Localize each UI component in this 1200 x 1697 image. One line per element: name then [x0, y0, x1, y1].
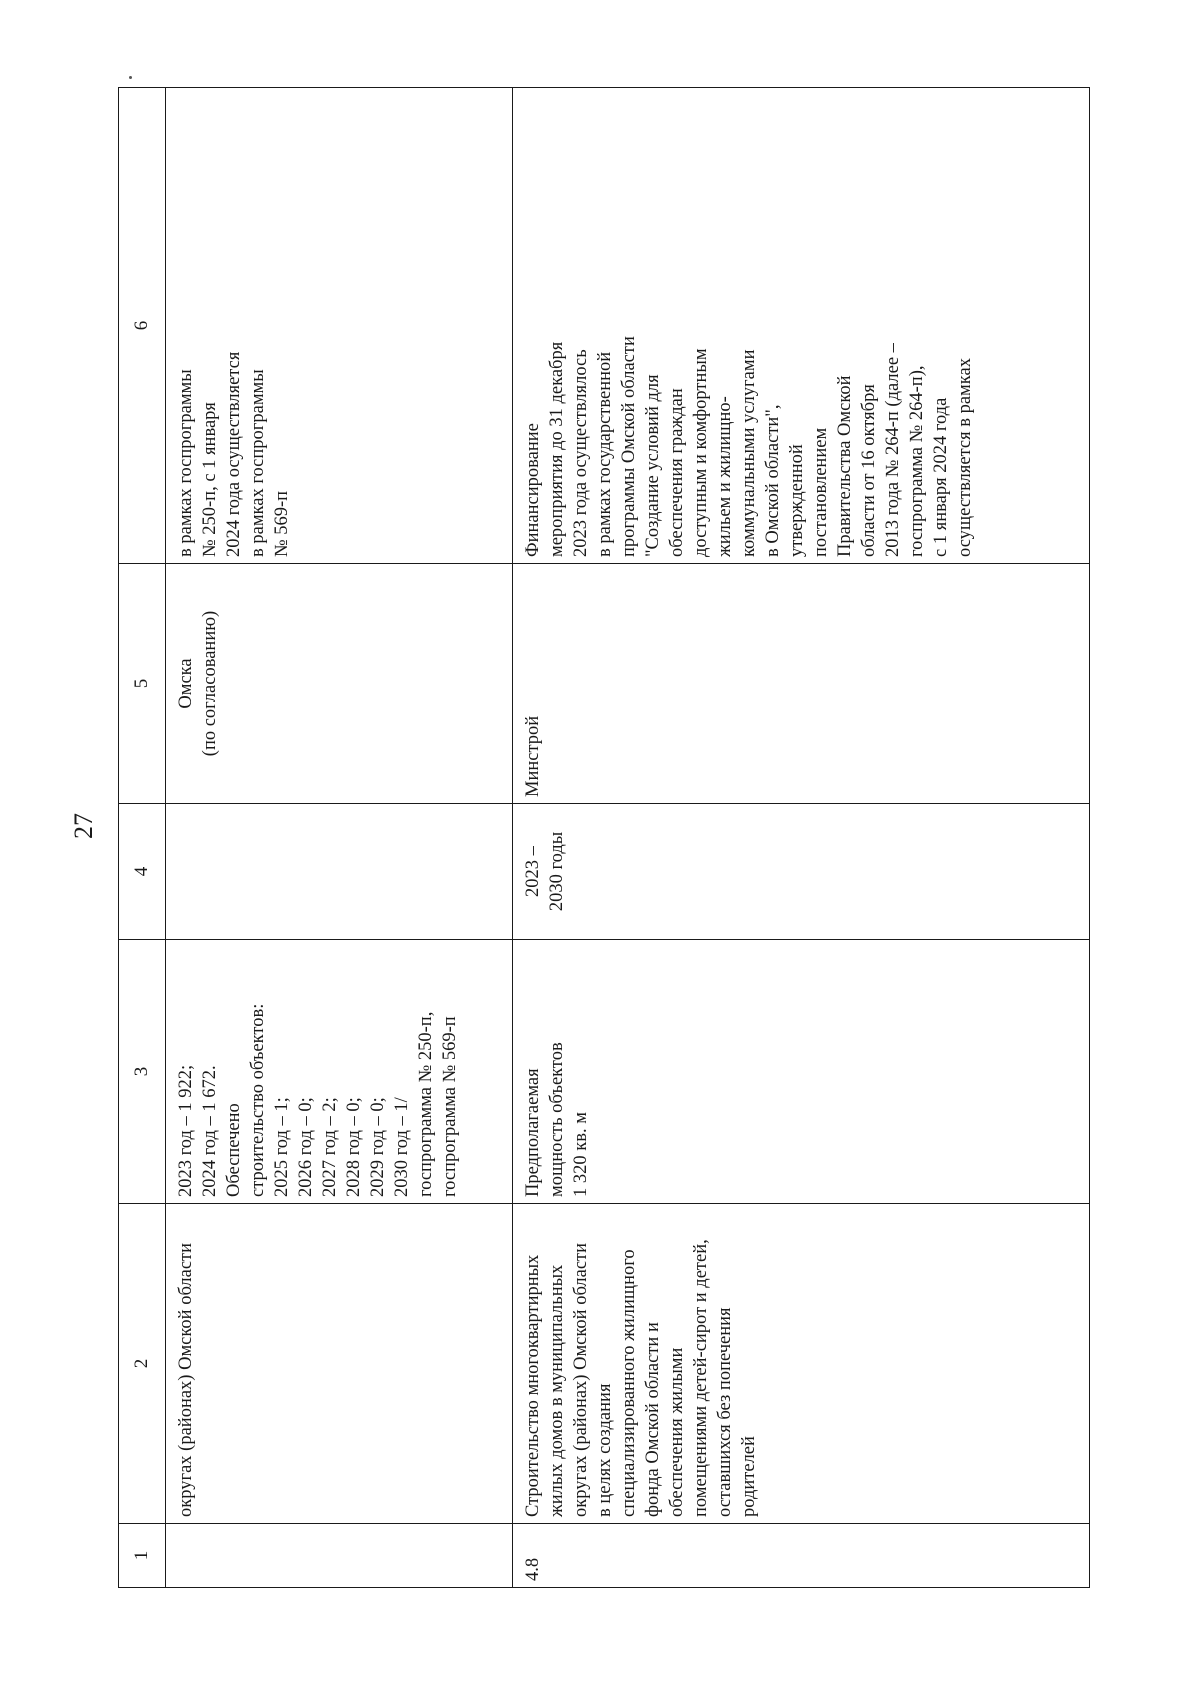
cell-number [166, 1524, 513, 1588]
column-header: 2 [119, 1204, 166, 1524]
cell-responsible: Омска (по согласованию) [166, 564, 513, 804]
header-row [119, 88, 166, 1588]
column-header: 1 [119, 1524, 166, 1588]
column-header: 4 [119, 804, 166, 940]
program-table [118, 87, 1090, 1588]
cell-indicator: 2023 год – 1 922; 2024 год – 1 672. Обеспечено строительство объектов: 2025 год – 1; 2026 год – 0; 2027 год – 2; 2028 год – 0; 2029 год – 0; 2030 год – 1/ госпрограмма № 250-п, госпрограмма № 569-п [166, 940, 513, 1204]
cell-description: округах (районах) Омской области [166, 1204, 513, 1524]
column-header: 3 [119, 940, 166, 1204]
cell-number: 4.8 [513, 1524, 1090, 1588]
column-header: 6 [119, 88, 166, 564]
cell-note: Финансирование мероприятия до 31 декабря 2023 года осуществлялось в рамках государственной программы Омской области "Создание условий для обеспечения граждан доступным и комфортным жильем и жилищно- коммунальными услугами в Омской области", утвержденной постановлением Правительства Омской области от 16 октября 2013 года № 264-п (далее – госпрограмма № 264-п), с 1 января 2024 года осуществляется в рамках [513, 88, 1090, 564]
cell-indicator: Предполагаемая мощность объектов 1 320 кв. м [513, 940, 1090, 1204]
rotated-table-container [118, 88, 1090, 1588]
cell-period [166, 804, 513, 940]
scan-speck [129, 76, 132, 79]
page-number: 27 [69, 813, 98, 839]
column-header: 5 [119, 564, 166, 804]
cell-responsible: Минстрой [513, 564, 1090, 804]
table-row [513, 88, 1090, 1588]
cell-period: 2023 – 2030 годы [513, 804, 1090, 940]
cell-description: Строительство многоквартирных жилых домов в муниципальных округах (районах) Омской области в целях создания специализированного жилищного фонда Омской области и обеспечения жилыми помещениями детей-сирот и детей, оставшихся без попечения родителей [513, 1204, 1090, 1524]
cell-note: в рамках госпрограммы № 250-п, с 1 января 2024 года осуществляется в рамках госпрограммы № 569-п [166, 88, 513, 564]
table-row [166, 88, 513, 1588]
